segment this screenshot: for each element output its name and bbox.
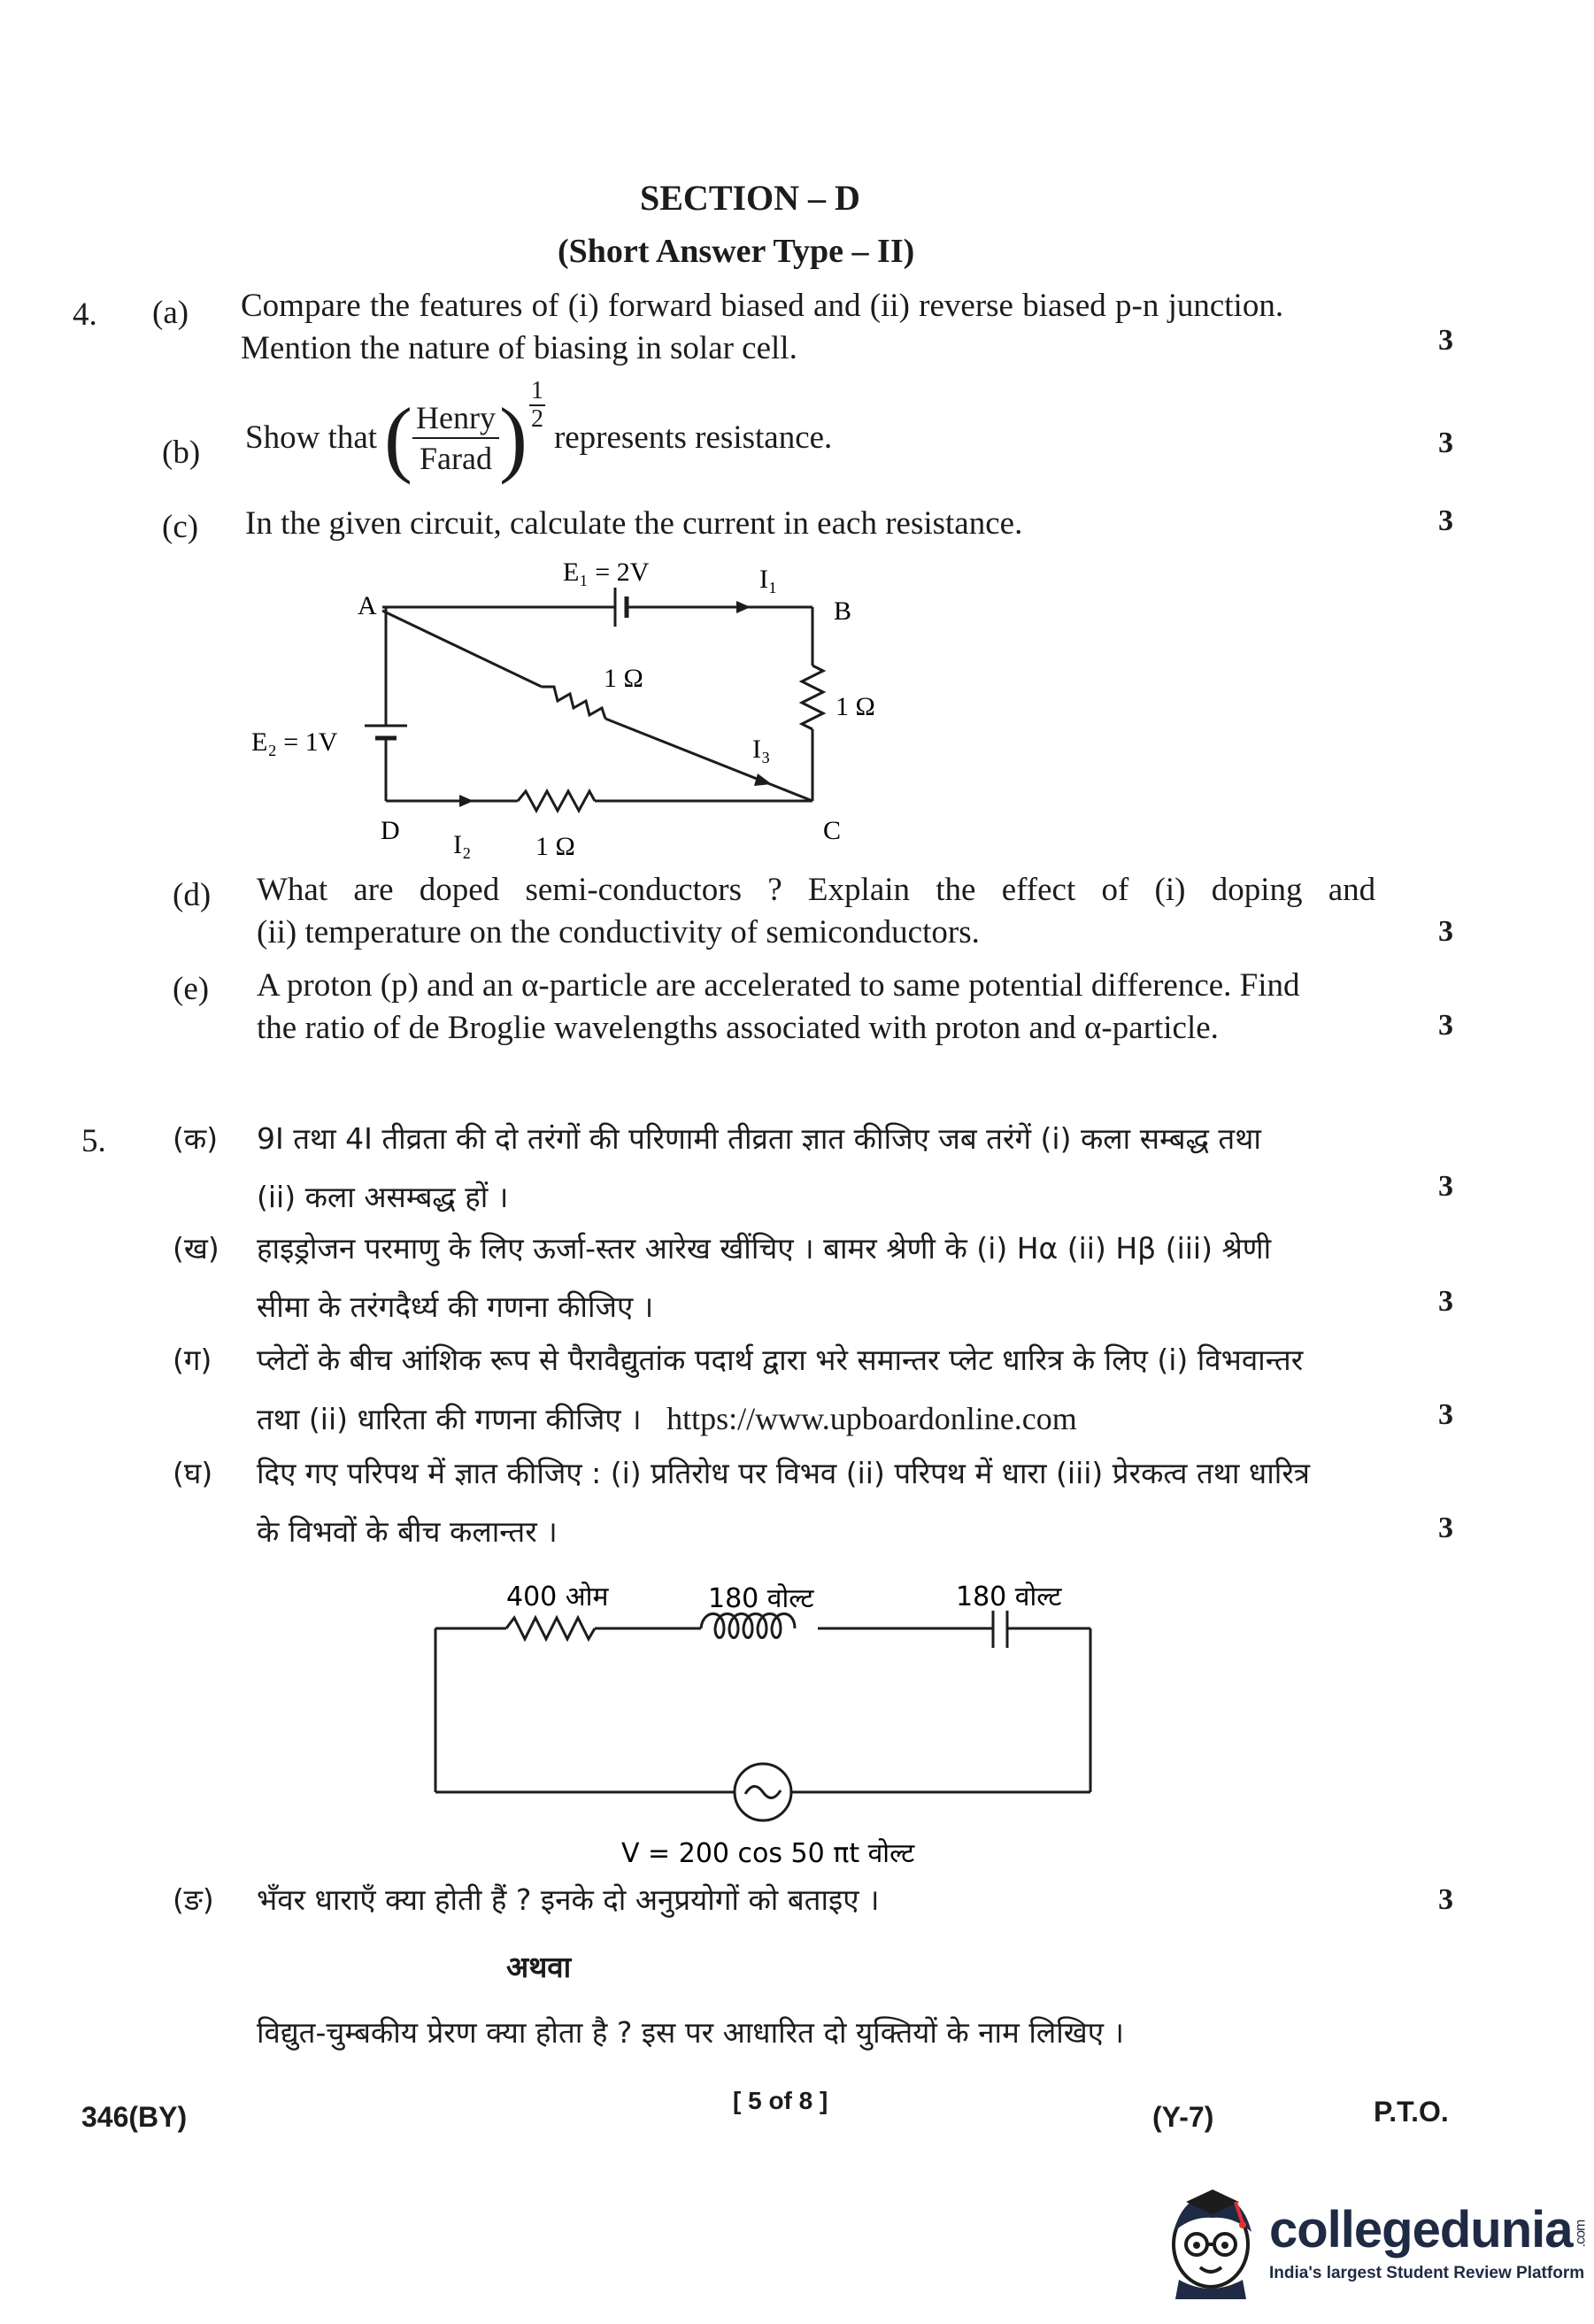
fraction-denominator: Farad bbox=[420, 441, 492, 476]
circuit-label-e1: E₁ = 2V bbox=[563, 558, 650, 587]
label-resistor-400-ohm: 400 ओम bbox=[506, 1581, 609, 1612]
or-word: अथवा bbox=[506, 1950, 572, 1984]
marks-5gha: 3 bbox=[1438, 1512, 1453, 1544]
section-subtitle: (Short Answer Type – II) bbox=[558, 233, 915, 270]
question-5kha-line1: हाइड्रोजन परमाणु के लिए ऊर्जा-स्तर आरेख खींचिए । बामर श्रेणी के (i) Hα (ii) Hβ (iii) श्रेणी bbox=[257, 1231, 1272, 1266]
arrow-i3 bbox=[754, 773, 772, 786]
marks-5kha: 3 bbox=[1438, 1285, 1453, 1318]
question-4e-line1: A proton (p) and an α-particle are accelerated to same potential difference. Find bbox=[257, 967, 1300, 1004]
part-label-4e: (e) bbox=[173, 971, 210, 1007]
question-4b-prefix: Show that bbox=[245, 419, 378, 456]
left-paren: ( bbox=[384, 390, 412, 485]
watermark-tagline: India's largest Student Review Platform bbox=[1269, 2264, 1585, 2282]
footer-pto: P.T.O. bbox=[1374, 2096, 1449, 2128]
section-title: SECTION – D bbox=[640, 178, 860, 218]
question-number-4: 4. bbox=[73, 296, 97, 333]
resistor bbox=[506, 1618, 595, 1639]
question-5kha-line2: सीमा के तरंगदैर्ध्य की गणना कीजिए । bbox=[257, 1289, 654, 1324]
mascot-logo bbox=[1159, 2175, 1266, 2299]
wire-diagonal-bottom bbox=[605, 719, 812, 801]
circuit-label-i3: I₃ bbox=[752, 735, 771, 764]
label-inductor-180-volt: 180 वोल्ट bbox=[708, 1583, 814, 1614]
question-4a-line1: Compare the features of (i) forward biased and (ii) reverse biased p-n junction. bbox=[241, 288, 1284, 324]
question-5nga-alt: विद्युत-चुम्बकीय प्रेरण क्या होता है ? इस पर आधारित दो युक्तियों के नाम लिखिए । bbox=[257, 2015, 1125, 2050]
footer-page-number: [ 5 of 8 ] bbox=[733, 2087, 828, 2114]
circuit-label-r-diagonal: 1 Ω bbox=[604, 664, 643, 693]
inductor bbox=[701, 1614, 795, 1638]
marks-4c: 3 bbox=[1438, 504, 1453, 537]
label-ac-source: V = 200 cos 50 πt वोल्ट bbox=[621, 1838, 915, 1869]
marks-5ka: 3 bbox=[1438, 1170, 1453, 1203]
circuit-label-i1: I₁ bbox=[759, 565, 778, 594]
question-number-5: 5. bbox=[81, 1123, 106, 1159]
part-label-4d: (d) bbox=[173, 877, 212, 913]
circuit-label-e2: E₂ = 1V bbox=[251, 727, 338, 757]
part-label-5gha: (घ) bbox=[173, 1456, 213, 1490]
resistor-diagonal bbox=[542, 687, 605, 719]
question-4b-suffix: represents resistance. bbox=[553, 419, 833, 456]
arrow-i1 bbox=[736, 601, 751, 613]
part-label-5ka: (क) bbox=[173, 1121, 219, 1156]
marks-5nga: 3 bbox=[1438, 1883, 1453, 1916]
question-4e-text bbox=[257, 965, 1300, 1050]
question-5ga-text bbox=[257, 1331, 1303, 1449]
part-label-4a: (a) bbox=[152, 295, 189, 331]
question-5ga-line2: तथा (ii) धारिता की गणना कीजिए । bbox=[257, 1402, 642, 1436]
resistor-right bbox=[802, 666, 823, 729]
henry-farad-fraction bbox=[384, 377, 545, 485]
question-5ka-text bbox=[257, 1110, 1261, 1227]
question-4d-text bbox=[257, 869, 1375, 954]
question-5gha-line2: के विभवों के बीच कलान्तर । bbox=[257, 1514, 558, 1549]
question-5kha-text bbox=[257, 1220, 1271, 1336]
part-label-4c: (c) bbox=[162, 509, 199, 545]
node-d: D bbox=[381, 816, 400, 845]
question-5nga-text: भँवर धाराएँ क्या होती हैं ? इनके दो अनुप्रयोगों को बताइए । bbox=[257, 1882, 880, 1917]
fraction bbox=[412, 398, 499, 478]
footer-series: (Y-7) bbox=[1152, 2101, 1214, 2133]
watermark-brand-text: collegedunia bbox=[1269, 2201, 1573, 2259]
circuit-label-r-bottom: 1 Ω bbox=[535, 832, 575, 861]
marks-4b: 3 bbox=[1438, 427, 1453, 459]
question-4a-text bbox=[241, 285, 1283, 370]
wire-diagonal-top bbox=[382, 611, 542, 687]
ac-source-wave bbox=[745, 1786, 781, 1797]
node-c: C bbox=[823, 816, 842, 845]
ac-circuit-diagram bbox=[0, 1558, 1581, 1876]
circuit-label-r-right: 1 Ω bbox=[836, 692, 875, 721]
circuit-label-i2: I₂ bbox=[453, 830, 472, 859]
arrow-i2 bbox=[459, 795, 474, 807]
part-label-4b: (b) bbox=[162, 435, 201, 471]
dc-circuit-diagram bbox=[0, 531, 1581, 867]
question-4d-line1: What are doped semi-conductors ? Explain the effect of (i) doping and bbox=[257, 872, 1376, 908]
collegedunia-watermark[interactable] bbox=[1159, 2175, 1588, 2308]
footer-paper-code: 346(BY) bbox=[81, 2101, 188, 2133]
fraction-numerator: Henry bbox=[412, 398, 499, 439]
question-5gha-line1: दिए गए परिपथ में ज्ञात कीजिए : (i) प्रतिरोध पर विभव (ii) परिपथ में धारा (iii) प्रेरकत्व तथा धारित्र bbox=[257, 1456, 1311, 1490]
question-4a-line2: Mention the nature of biasing in solar cell. bbox=[241, 330, 797, 366]
question-5ga-line2-row bbox=[257, 1389, 1303, 1449]
exponent bbox=[529, 378, 545, 433]
part-label-5kha: (ख) bbox=[173, 1231, 219, 1266]
marks-4e: 3 bbox=[1438, 1009, 1453, 1042]
part-label-5ga: (ग) bbox=[173, 1343, 212, 1377]
question-5ka-line2: (ii) कला असम्बद्ध हों । bbox=[257, 1180, 509, 1214]
question-5ka-line1: 9I तथा 4I तीव्रता की दो तरंगों की परिणामी तीव्रता ज्ञात कीजिए जब तरंगें (i) कला सम्बद्ध तथा bbox=[257, 1121, 1261, 1156]
resistor-bottom bbox=[518, 791, 595, 811]
question-4d-line2: (ii) temperature on the conductivity of semiconductors. bbox=[257, 914, 980, 950]
watermark-brand bbox=[1269, 2200, 1594, 2259]
marks-5ga: 3 bbox=[1438, 1398, 1453, 1431]
marks-4d: 3 bbox=[1438, 915, 1453, 948]
source-url[interactable]: https://www.upboardonline.com bbox=[666, 1401, 1077, 1436]
label-capacitor-180-volt: 180 वोल्ट bbox=[956, 1581, 1062, 1612]
node-b: B bbox=[834, 596, 852, 626]
part-label-5nga: (ङ) bbox=[173, 1882, 214, 1917]
question-5ga-line1: प्लेटों के बीच आंशिक रूप से पैरावैद्युतांक पदार्थ द्वारा भरे समान्तर प्लेट धारित्र के लिए (i) विभवान्तर bbox=[257, 1343, 1304, 1377]
exponent-denominator: 2 bbox=[530, 405, 543, 433]
marks-4a: 3 bbox=[1438, 324, 1453, 357]
question-4e-line2: the ratio of de Broglie wavelengths associated with proton and α-particle. bbox=[257, 1010, 1219, 1046]
question-5gha-text bbox=[257, 1444, 1310, 1561]
right-paren: ) bbox=[498, 390, 527, 485]
question-4c-text: In the given circuit, calculate the current in each resistance. bbox=[245, 505, 1023, 542]
question-4b bbox=[245, 377, 833, 496]
watermark-domain: .com bbox=[1572, 2220, 1588, 2248]
exponent-numerator: 1 bbox=[530, 377, 543, 404]
node-a: A bbox=[358, 591, 377, 620]
